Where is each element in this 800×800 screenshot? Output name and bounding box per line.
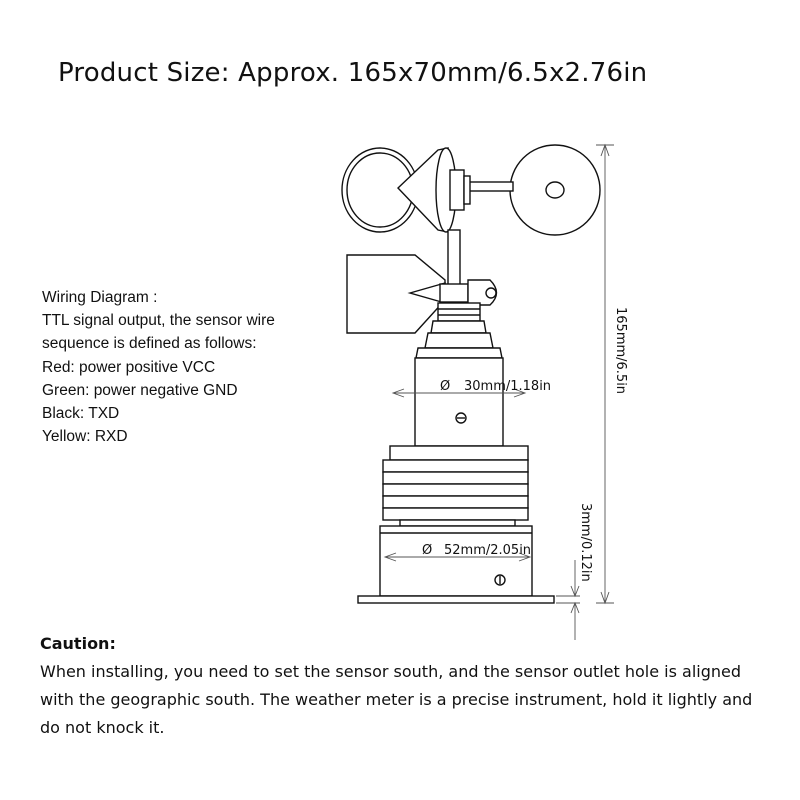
base-plate	[358, 596, 554, 603]
wiring-line: Red: power positive VCC	[42, 358, 216, 376]
front-cup	[398, 148, 470, 232]
right-cup	[510, 145, 600, 235]
wiring-line: Black: TXD	[42, 405, 120, 423]
wiring-line: Yellow: RXD	[42, 428, 128, 446]
upper-cylinder	[415, 358, 503, 446]
page-title: Product Size: Approx. 165x70mm/6.5x2.76in	[58, 58, 648, 88]
lower-diameter-label: 52mm/2.05in	[444, 543, 532, 558]
cup-arm	[468, 182, 513, 191]
wiring-line: TTL signal output, the sensor wire	[42, 312, 275, 330]
wiring-line: sequence is defined as follows:	[42, 335, 257, 353]
upper-diameter-symbol: Ø	[440, 379, 451, 394]
caution-heading: Caution:	[40, 634, 116, 653]
shaft	[448, 230, 460, 285]
height-dimension-label: 165mm/6.5in	[613, 307, 628, 395]
anemometer-body	[342, 145, 600, 603]
lower-cylinder	[380, 526, 532, 596]
wiring-line: Green: power negative GND	[42, 381, 238, 399]
caution-text: When installing, you need to set the sensor south, and the sensor outlet hole is aligned with the geographic south. The weather meter is a precise instrument, hold it lightly and do not knock it.	[40, 662, 753, 737]
upper-diameter-label: 30mm/1.18in	[464, 379, 552, 394]
base-thickness-label: 3mm/0.12in	[578, 503, 593, 582]
radiation-shield	[383, 446, 528, 526]
lower-diameter-symbol: Ø	[422, 543, 433, 558]
wiring-heading: Wiring Diagram :	[42, 289, 158, 306]
